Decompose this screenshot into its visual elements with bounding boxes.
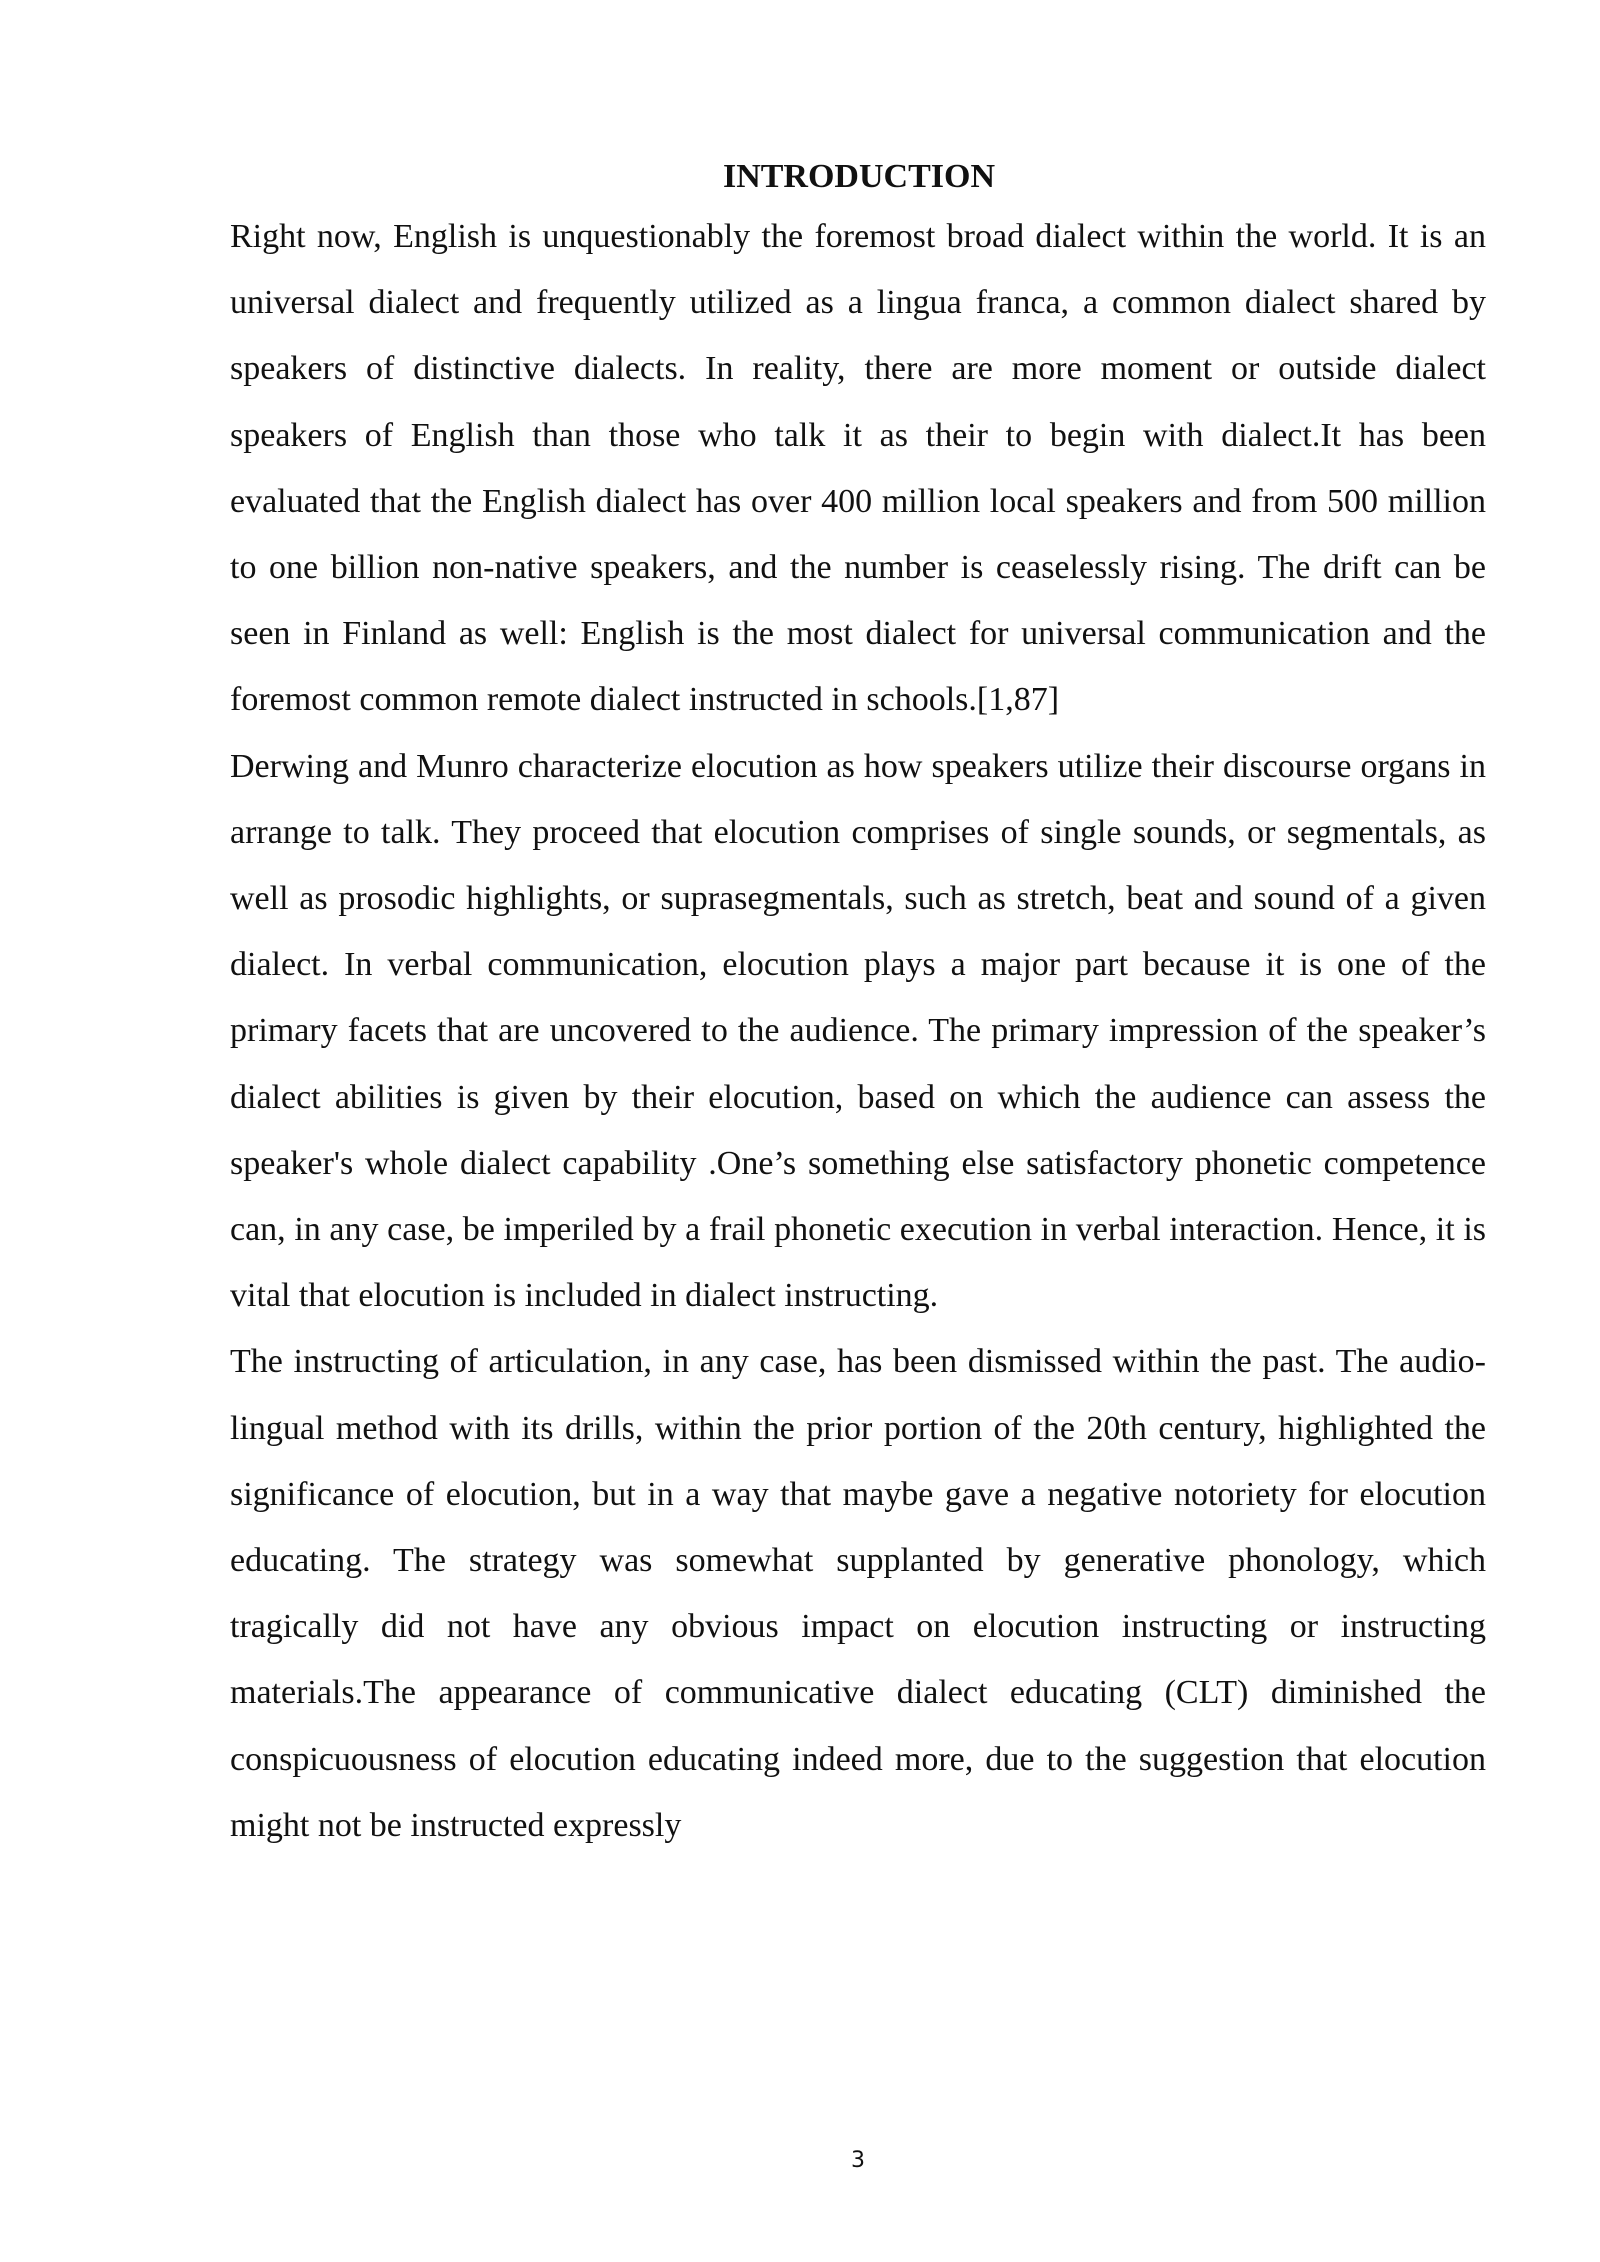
document-body <box>230 150 1486 1859</box>
page-title: INTRODUCTION <box>722 158 996 195</box>
paragraph-3: The instructing of articulation, in any case, has been dismissed within the past. The audio-lingual method with its drills, within the prior portion of the 20th century, highlighted the significance of elocution, but in a way that maybe gave a negative notoriety for elocution educating. The strategy was somewhat supplanted by generative phonology, which tragically did not have any obvious impact on elocution instructing or instructing materials.The appearance of communicative dialect educating (CLT) diminished the conspicuousness of elocution educating indeed more, due to the suggestion that elocution might not be instructed expressly <box>230 1343 1486 1844</box>
paragraph-1: Right now, English is unquestionably the foremost broad dialect within the world. It is an universal dialect and frequently utilized as a lingua franca, a common dialect shared by speakers of distinctive dialects. In reality, there are more moment or outside dialect speakers of English than those who talk it as their to begin with dialect.It has been evaluated that the English dialect has over 400 million local speakers and from 500 million to one billion non-native speakers, and the number is ceaselessly rising. The drift can be seen in Finland as well: English is the most dialect for universal communication and the foremost common remote dialect instructed in schools.[1,87] <box>230 218 1486 719</box>
paragraph-2: Derwing and Munro characterize elocution as how speakers utilize their discourse organs in arrange to talk. They proceed that elocution comprises of single sounds, or segmentals, as well as prosodic highlights, or suprasegmentals, such as stretch, beat and sound of a given dialect. In verbal communication, elocution plays a major part because it is one of the primary facets that are uncovered to the audience. The primary impression of the speaker’s dialect abilities is given by their elocution, based on which the audience can assess the speaker's whole dialect capability .One’s something else satisfactory phonetic competence can, in any case, be imperiled by a frail phonetic execution in verbal interaction. Hence, it is vital that elocution is included in dialect instructing. <box>230 747 1486 1315</box>
page-number: 3 <box>851 2148 865 2173</box>
